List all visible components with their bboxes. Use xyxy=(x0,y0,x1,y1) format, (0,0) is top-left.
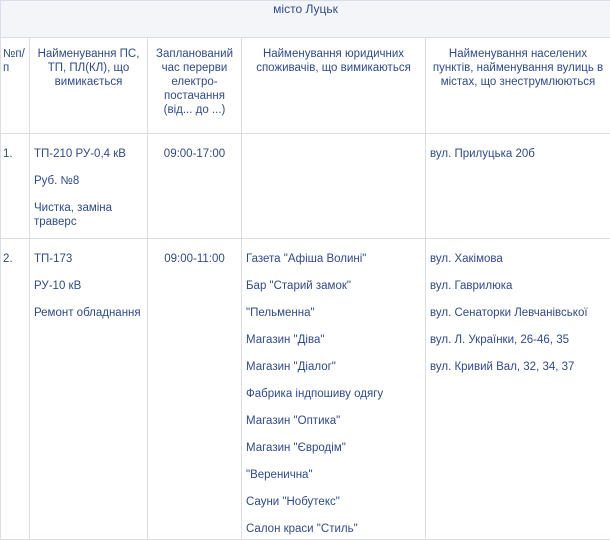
consumer-line: Магазин "Діва" xyxy=(246,320,421,347)
streets-cell xyxy=(426,134,610,239)
consumer-line: Магазин "Діалог" xyxy=(246,347,421,374)
object-line: Руб. №8 xyxy=(34,161,143,188)
street-line: вул. Гаврилюка xyxy=(430,266,606,293)
header-consumers: Найменування юридичних споживачів, що вимикаються xyxy=(242,38,426,134)
street-line: вул. Сенаторки Левчанівської xyxy=(430,293,606,320)
object-line: РУ-10 кВ xyxy=(34,266,143,293)
object-line: Ремонт обладнання xyxy=(34,293,143,320)
consumer-line: "Веренична" xyxy=(246,455,421,482)
row-number-cell xyxy=(1,134,30,239)
consumer-line: Магазин "Євродім" xyxy=(246,428,421,455)
consumers-cell xyxy=(242,239,426,540)
object-cell xyxy=(30,134,148,239)
street-line: вул. Прилуцька 20б xyxy=(430,134,606,161)
header-time: Запланований час перерви електро-постачання (від... до ...) xyxy=(148,38,242,134)
street-line: вул. Л. Українки, 26-46, 35 xyxy=(430,320,606,347)
column-header-row xyxy=(1,38,610,134)
consumer-line: Фабрика індпошиву одягу xyxy=(246,374,421,401)
time-cell xyxy=(148,134,242,239)
object-line: Чистка, заміна траверс xyxy=(34,188,143,229)
row-number-cell xyxy=(1,239,30,540)
street-line: вул. Хакімова xyxy=(430,239,606,266)
table-row xyxy=(1,134,610,239)
consumer-line: Бар "Старий замок" xyxy=(246,266,421,293)
time-cell xyxy=(148,239,242,540)
row-number: 2. xyxy=(3,239,25,266)
row-number: 1. xyxy=(3,134,25,161)
time-range: 09:00-11:00 xyxy=(152,239,237,266)
time-range: 09:00-17:00 xyxy=(152,134,237,161)
object-line: ТП-173 xyxy=(34,239,143,266)
consumer-line: Магазин "Оптика" xyxy=(246,401,421,428)
city-header-row xyxy=(1,1,610,38)
header-num: №п/п xyxy=(1,38,30,134)
object-cell xyxy=(30,239,148,540)
consumer-line: Салон краси "Стиль" xyxy=(246,509,421,536)
street-line: вул. Кривий Вал, 32, 34, 37 xyxy=(430,347,606,374)
object-line: ТП-210 РУ-0,4 кВ xyxy=(34,134,143,161)
city-title: місто Луцьк xyxy=(1,1,610,38)
table-row xyxy=(1,239,610,540)
consumers-cell xyxy=(242,134,426,239)
header-streets: Найменування населених пунктів, найменування вулиць в містах, що знеструмлюються xyxy=(426,38,610,134)
consumer-line: Сауни "Нобутекс" xyxy=(246,482,421,509)
consumer-line: Газета "Афіша Волині" xyxy=(246,239,421,266)
consumer-line: "Пельменна" xyxy=(246,293,421,320)
streets-cell xyxy=(426,239,610,540)
header-object: Найменування ПС, ТП, ПЛ(КЛ), що вимикається xyxy=(30,38,148,134)
